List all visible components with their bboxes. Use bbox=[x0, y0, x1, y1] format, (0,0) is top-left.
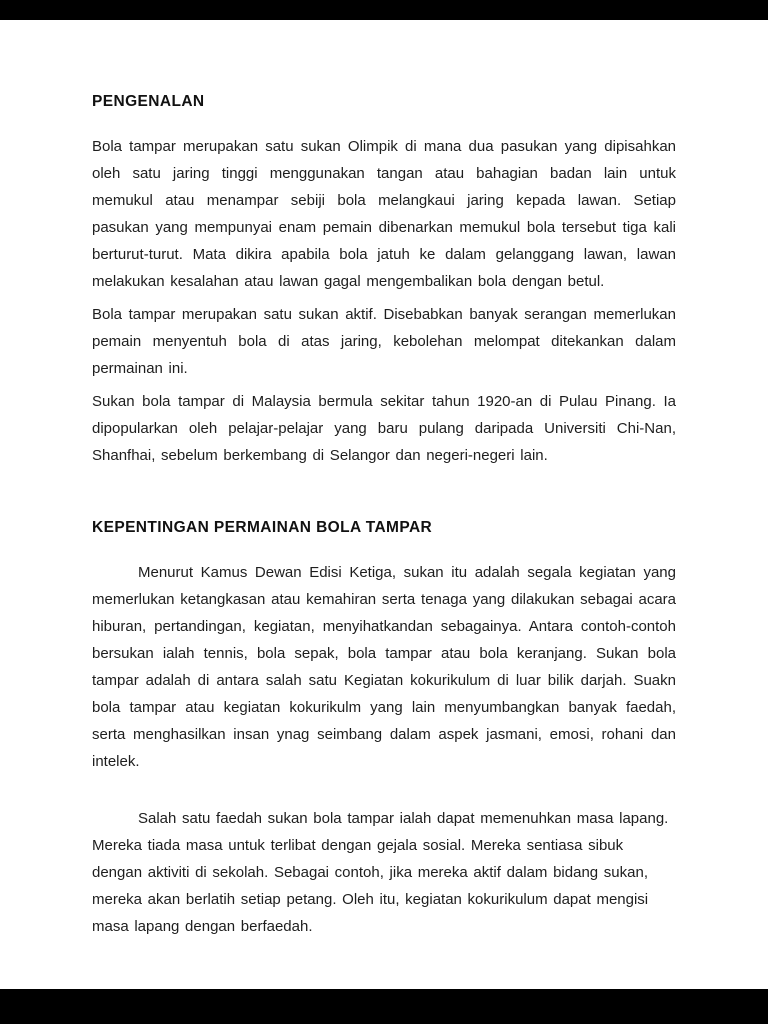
section-heading-pengenalan: PENGENALAN bbox=[92, 93, 205, 110]
section-heading-kepentingan: KEPENTINGAN PERMAINAN BOLA TAMPAR bbox=[92, 519, 433, 536]
paragraph-body-1: Menurut Kamus Dewan Edisi Ketiga, sukan itu adalah segala kegiatan yang memerlukan ketangkasan atau kemahiran serta tenaga yang dilakukan sebagai acara hiburan, pertandingan, kegiatan, menyihatkandan sebagainya. Antara contoh-contoh bersukan ialah tennis, bola sepak, bola tampar atau bola keranjang. Sukan bola tampar adalah di antara salah satu Kegiatan kokurikulum di luar bilik darjah. Suakn bola tampar atau kegiatan kokurikulm yang lain menyumbangkan banyak faedah, serta menghasilkan insan ynag seimbang dalam aspek jasmani, emosi, rohani dan intelek. bbox=[92, 564, 676, 770]
document-content bbox=[92, 88, 676, 940]
document-page bbox=[0, 20, 768, 989]
letterbox-top-bar bbox=[0, 0, 768, 20]
paragraph-intro-2: Bola tampar merupakan satu sukan aktif. Disebabkan banyak serangan memerlukan pemain menyentuh bola di atas jaring, kebolehan melompat ditekankan dalam permainan ini. bbox=[92, 306, 676, 377]
paragraph-body-2: Salah satu faedah sukan bola tampar ialah dapat memenuhkan masa lapang. Mereka tiada masa untuk terlibat dengan gejala sosial. Mereka sentiasa sibuk dengan aktiviti di sekolah. Sebagai contoh, jika mereka aktif dalam bidang sukan, mereka akan berlatih setiap petang. Oleh itu, kegiatan kokurikulum dapat mengisi masa lapang dengan berfaedah. bbox=[92, 810, 669, 935]
paragraph-intro-1: Bola tampar merupakan satu sukan Olimpik di mana dua pasukan yang dipisahkan oleh satu jaring tinggi menggunakan tangan atau bahagian badan lain untuk memukul atau menampar sebiji bola melangkaui jaring kepada lawan. Setiap pasukan yang mempunyai enam pemain dibenarkan memukul bola tersebut tiga kali berturut-turut. Mata dikira apabila bola jatuh ke dalam gelanggang lawan, lawan melakukan kesalahan atau lawan gagal mengembalikan bola dengan betul. bbox=[92, 138, 676, 290]
letterbox-bottom-bar bbox=[0, 989, 768, 1024]
paragraph-intro-3: Sukan bola tampar di Malaysia bermula sekitar tahun 1920-an di Pulau Pinang. Ia dipopularkan oleh pelajar-pelajar yang baru pulang daripada Universiti Chi-Nan, Shanfhai, sebelum berkembang di Selangor dan negeri-negeri lain. bbox=[92, 393, 676, 464]
